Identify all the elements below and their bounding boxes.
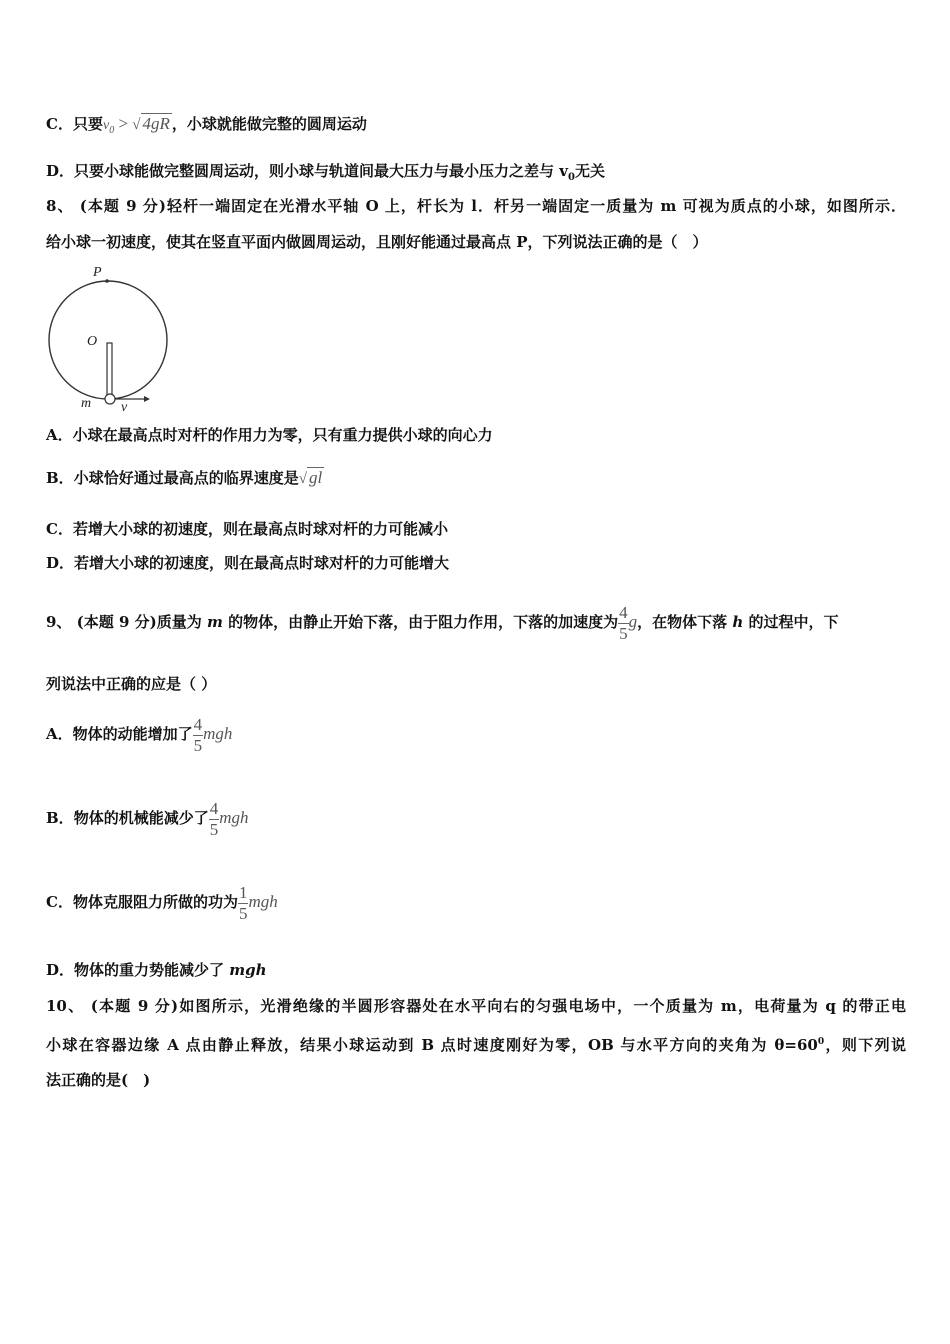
label-v: v xyxy=(121,400,128,414)
q8-option-c[interactable]: C．若增大小球的初速度，则在最高点时球对杆的力可能减小 xyxy=(46,520,448,538)
q10-stem-line1: 10、 (本题 9 分)如图所示，光滑绝缘的半圆形容器处在水平向右的匀强电场中，一个质量为 m，电荷量为 q 的带正电 xyxy=(46,997,906,1015)
q7-option-c[interactable]: C．只要$v_0$ > √ 4gR ，小球就能做完整的圆周运动 xyxy=(46,114,367,136)
fraction: $\frac{4}{5}$ xyxy=(193,714,203,755)
q9-option-a[interactable]: A．物体的动能增加了 $\frac{4}{5}$ mgh xyxy=(46,714,233,755)
ball xyxy=(105,394,115,404)
v0-symbol: $v_0$ xyxy=(102,118,115,136)
q8-stem-line1: 8、 (本题 9 分)轻杆一端固定在光滑水平轴 O 上，杆长为 l．杆另一端固定一质量为 m 可视为质点的小球，如图所示． xyxy=(46,197,906,215)
fraction-4-5: $\frac{4}{5}$ xyxy=(619,602,628,643)
q8-stem-line2: 给小球一初速度，使其在竖直平面内做圆周运动，且刚好能通过最高点 P，下列说法正确的是（ ） xyxy=(46,233,708,251)
rod xyxy=(107,343,112,399)
q9-stem-line2: 列说法中正确的应是（ ） xyxy=(46,675,217,693)
q10-stem-line3: 法正确的是( ) xyxy=(46,1071,151,1089)
sqrt-gl: √ gl xyxy=(298,468,323,487)
sqrt-4gR: √ 4gR xyxy=(132,114,170,133)
q8-option-d[interactable]: D．若增大小球的初速度，则在最高点时球对杆的力可能增大 xyxy=(46,554,450,572)
fraction: $\frac{4}{5}$ xyxy=(209,798,219,839)
label-m: m xyxy=(81,396,92,411)
q9-stem-line1: 9、 (本题 9 分)质量为 m 的物体，由静止开始下落，由于阻力作用，下落的加速度为 $\frac{4}{5}$ g，在物体下落 h 的过程中，下 xyxy=(46,602,839,643)
label-o: O xyxy=(87,334,98,349)
fraction: $\frac{1}{5}$ xyxy=(238,882,248,923)
q9-option-d[interactable]: D．物体的重力势能减少了 mgh xyxy=(46,961,267,979)
q9-option-b[interactable]: B．物体的机械能减少了 $\frac{4}{5}$ mgh xyxy=(46,798,249,839)
q8-figure-circle-rod xyxy=(44,262,174,414)
point-p xyxy=(105,279,109,283)
label-p: P xyxy=(93,265,102,280)
q8-option-a[interactable]: A．小球在最高点时对杆的作用力为零，只有重力提供小球的向心力 xyxy=(46,426,493,444)
velocity-arrowhead xyxy=(144,396,150,402)
q10-stem-line2: 小球在容器边缘 A 点由静止释放，结果小球运动到 B 点时速度刚好为零，OB 与水平方向的夹角为 $\theta=60^0$，则下列说 xyxy=(46,1036,906,1054)
q7-option-d[interactable]: D．只要小球能做完整圆周运动，则小球与轨道间最大压力与最小压力之差与 $v_0$无关 xyxy=(46,162,605,183)
q8-option-b[interactable]: B．小球恰好通过最高点的临界速度是√ gl xyxy=(46,468,323,487)
q9-option-c[interactable]: C．物体克服阻力所做的功为 $\frac{1}{5}$ mgh xyxy=(46,882,278,923)
